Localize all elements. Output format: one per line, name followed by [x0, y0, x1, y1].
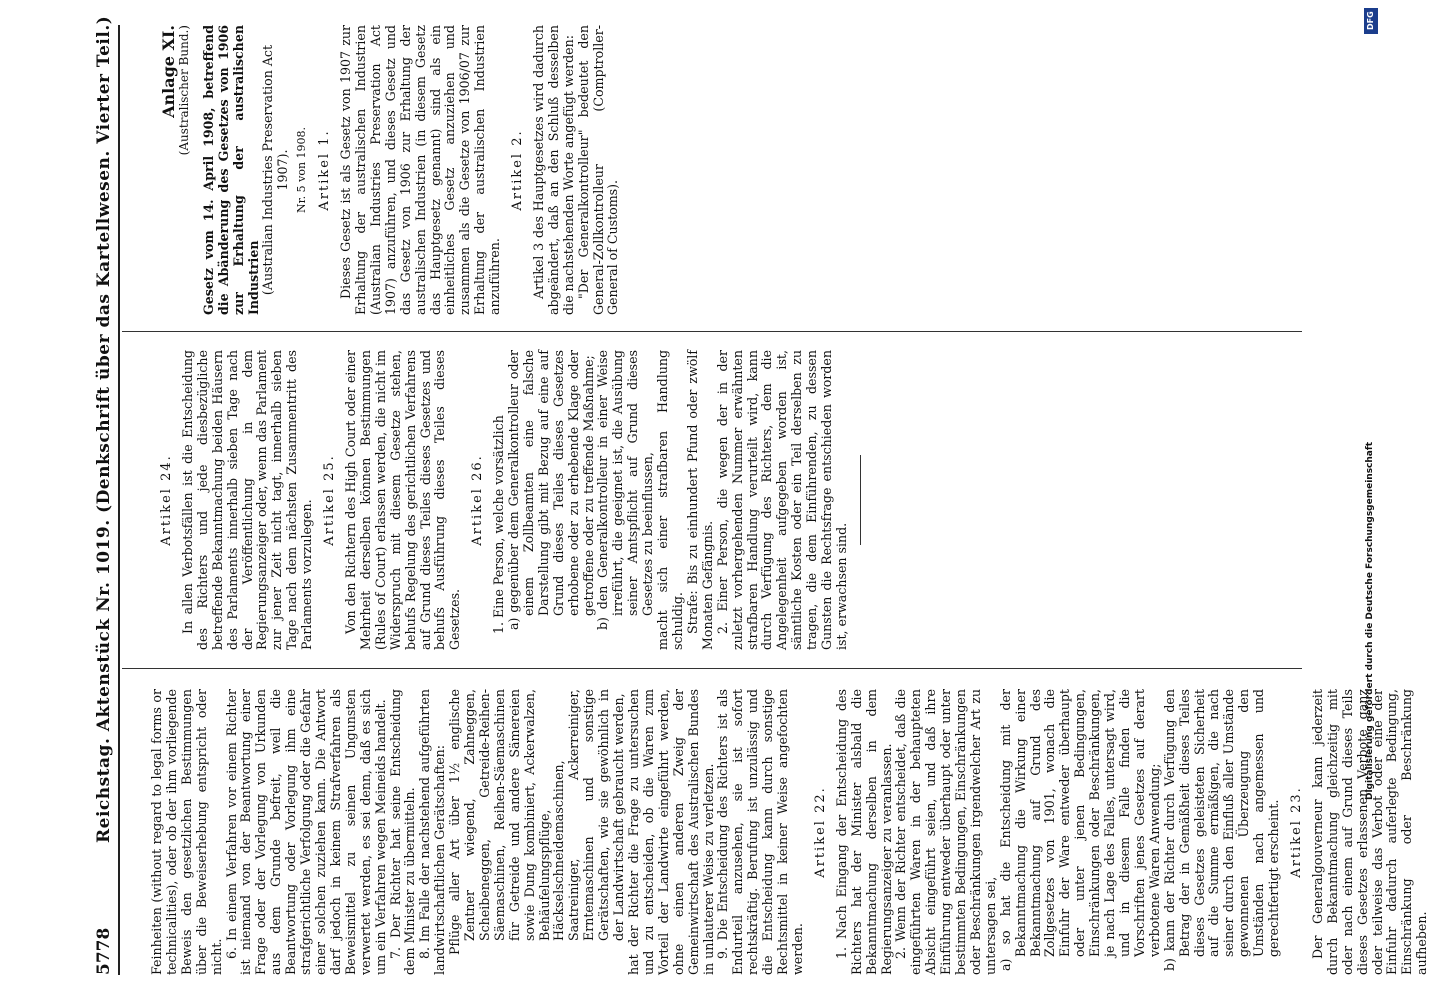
- law-number: Nr. 5 von 1908.: [295, 126, 309, 214]
- annex-subtitle: (Australischer Bund.): [176, 25, 191, 156]
- running-title: Reichstag. Aktenstück Nr. 1019. (Denkschrift über das Kartellwesen. Vierter Teil.): [94, 15, 114, 843]
- paragraph: 7. Der Richter hat seine Entscheidung dem Minister zu übermitteln.: [387, 689, 418, 975]
- paragraph: 9. Die Entscheidung des Richters ist als Endurteil anzusehen, sie ist sofort rechtskräftig. Berufung ist unzulässig und die Entscheidung kann durch sonstige Rechtsmittel in keiner Weise angefochten werden.: [715, 689, 805, 975]
- column-divider: [122, 668, 1302, 669]
- article-heading: Artikel 25.: [322, 454, 338, 546]
- paragraph: Der Generalgouverneur kann jederzeit durch Bekanntmachung gleichzeitig mit oder nach einem auf Grund dieses Teils dieses Gesetzes erlassenen Verbote ganz oder teilweise das Verbot oder eine der Einfuhr dadurch auferlegte Bedingung, Einschränkung oder Beschränkung aufheben.: [1309, 689, 1430, 975]
- paragraph: 1. Nach Eingang der Entscheidung des Richters hat der Minister alsbald die Bekanntmachung derselben in dem Regierungsanzeiger zu veranlassen.: [833, 689, 894, 975]
- paragraph: "Der Generalkontrolleur" bedeutet den General-Zollkontrolleur (Comptroller-General of Customs).: [575, 25, 621, 315]
- paragraph: Pflüge aller Art über 1½ englische Zentner wiegend, Zahneggen, Scheibeneggen, Getreide-Reihen-Säemaschinen, Reihen-Säemaschinen für Getreide und andere Sämereien sowie Dung kombiniert, Ackerwalzen, Behäufelungspflüge, Häckselschneidemaschinen, Saatreiniger, Ackerreiniger, Erntemaschinen und sonstige Gerätschaften, wie sie gewöhnlich in der Landwirtschaft gebraucht werden,: [447, 689, 627, 955]
- article-heading: Artikel 1.: [317, 129, 333, 211]
- paragraph: Von den Richtern des High Court oder einer Mehrheit derselben können Bestimmungen (Rules of Court) erlassen werden, die nicht im Widerspruch mit diesem Gesetze stehen, behufs Regelung des gerichtlichen Verfahrens auf Grund dieses Teiles dieses Gesetzes und behufs Ausführung dieses Teiles dieses Gesetzes.: [342, 350, 463, 650]
- paragraph: 2. Einer Person, die wegen der in der zuletzt vorhergehenden Nummer erwähnten strafbaren Handlung verurteilt wird, kann durch Verfügung des Richters, dem die Angelegenheit aufgegeben worden ist, sämtliche Kosten oder ein Teil derselben zu tragen, die dem Einführenden, zu dessen Gunsten die Rechtsfrage entschieden worden ist, erwachsen sind.: [714, 350, 849, 650]
- paragraph: 2. Wenn der Richter entscheidet, daß die eingeführten Waren in der behaupteten Absicht eingeführt seien, und daß ihre Einführung entweder überhaupt oder unter bestimmten Bedingungen, Einschränkungen oder Beschränkungen irgendwelcher Art zu untersagen sei,: [893, 689, 998, 975]
- paragraph: 6. In einem Verfahren vor einem Richter ist niemand von der Beantwortung einer Frage oder der Vorlegung von Urkunden aus dem Grunde befreit, weil die Beantwortung oder Vorlegung ihm eine strafgerichtliche Verfolgung oder die Gefahr einer solchen zuziehen kann. Die Antwort darf jedoch in keinem Strafverfahren als Beweismittel zu seinen Ungunsten verwertet werden, es sei denn, daß es sich um ein Verfahren wegen Meineids handelt.: [223, 689, 388, 975]
- law-subtitle: (Australian Industries Preservation Act 1907).: [260, 44, 291, 296]
- separator-rule: [860, 455, 861, 545]
- column-1: [150, 689, 1430, 975]
- column-divider: [122, 331, 1302, 332]
- paragraph: hat der Richter die Frage zu untersuchen und zu entscheiden, ob die Waren zum Vorteil der Landwirte eingeführt werden, ohne einen anderen Zweig der Gemeinwirtschaft des Australischen Bundes in unlauterer Weise zu verletzen.: [626, 689, 716, 975]
- paragraph: Strafe: Bis zu einhundert Pfund oder zwölf Monaten Gefängnis.: [684, 350, 715, 650]
- article-heading: Artikel 23.: [1288, 786, 1304, 878]
- paragraph: Artikel 3 des Hauptgesetzes wird dadurch abgeändert, daß an den Schluß desselben die nachstehenden Worte angefügt werden:: [530, 25, 576, 315]
- article-heading: Artikel 26.: [470, 454, 486, 546]
- article-heading: Artikel 2.: [510, 129, 526, 211]
- annex-title: Anlage XI.: [159, 25, 178, 118]
- paragraph: a) gegenüber dem Generalkontrolleur oder einem Zollbeamten eine falsche Darstellung gibt mit Bezug auf eine auf Grund dieses Teiles dieses Gesetzes erhobene oder zu erhebende Klage oder getroffene oder zu treffende Maßnahme;: [506, 350, 596, 630]
- paragraph: In allen Verbotsfällen ist die Entscheidung des Richters und jede diesbezügliche betreffende Bekanntmachung beiden Häusern des Parlaments innerhalb sieben Tage nach der Veröffentlichung in dem Regierungsanzeiger oder, wenn das Parlament zur jener Zeit nicht tagt, innerhalb sieben Tage nach dem nächsten Zusammentritt des Parlaments vorzulegen.: [179, 350, 315, 650]
- article-heading: Artikel 22.: [812, 786, 828, 878]
- paragraph: 1. Eine Person, welche vorsätzlich: [491, 415, 507, 634]
- header-rule: [118, 25, 120, 975]
- paragraph: Feinheiten (without regard to legal forms or technicalities), oder ob der ihm vorliegende Beweis den gesetzlichen Bestimmungen über die Beweiserhebung entspricht oder nicht.: [149, 689, 224, 975]
- article-heading: Artikel 24.: [159, 454, 174, 546]
- page-number: 5778: [94, 927, 114, 975]
- column-3: [152, 25, 621, 315]
- paragraph: b) den Generalkontrolleur in einer Weise irreführt, die geeignet ist, die Ausübung seiner Amtspflicht auf Grund dieses Gesetzes zu beeinflussen,: [595, 350, 656, 630]
- paragraph: a) so hat die Entscheidung mit der Bekanntmachung die Wirkung einer Bekanntmachung auf Grund des Zollgesetzes von 1901, wonach die Einfuhr der Ware entweder überhaupt oder unter jenen Bedingungen, Einschränkungen oder Beschränkungen, je nach Lage des Falles, untersagt wird, und in diesem Falle finden die Vorschriften jenes Gesetzes auf derart verbotene Waren Anwendung;: [997, 689, 1162, 971]
- paragraph: 8. Im Falle der nachstehend aufgeführten landwirtschaftlichen Gerätschaften:: [417, 689, 448, 975]
- paragraph: b) kann der Richter durch Verfügung den Betrag der in Gemäßheit dieses Teiles dieses Gesetzes geleisteten Sicherheit auf die Summe ermäßigen, die nach seiner durch den Einfluß aller Umstände gewonnenen Überzeugung den Umständen nach angemessen und gerechtfertigt erscheint.: [1161, 689, 1282, 971]
- column-2: [152, 350, 871, 650]
- law-title: Gesetz vom 14. April 1908, betreffend die Abänderung des Gesetzes von 1906 zur Erhaltung der australischen Industrien: [200, 25, 261, 315]
- dfg-logo: DFG: [1364, 8, 1378, 34]
- paragraph: macht sich einer strafbaren Handlung schuldig.: [655, 350, 685, 650]
- page-header: [80, 15, 120, 975]
- paragraph: Dieses Gesetz ist als Gesetz von 1907 zur Erhaltung der australischen Industrien (Australian Industries Preservation Act 1907) anzuführen, und dieses Gesetz und das Gesetz von 1906 zur Erhaltung der australischen Industrien (in diesem Gesetz das Hauptgesetz genannt) sind als ein einheitliches Gesetz anzuziehen und zusammen als die Gesetze von 1906/07 zur Erhaltung der australischen Industrien anzuführen.: [338, 25, 503, 315]
- digitization-credit: Digitalisierung gefördert durch die Deutsche Forschungsgemeinschaft: [1365, 441, 1375, 800]
